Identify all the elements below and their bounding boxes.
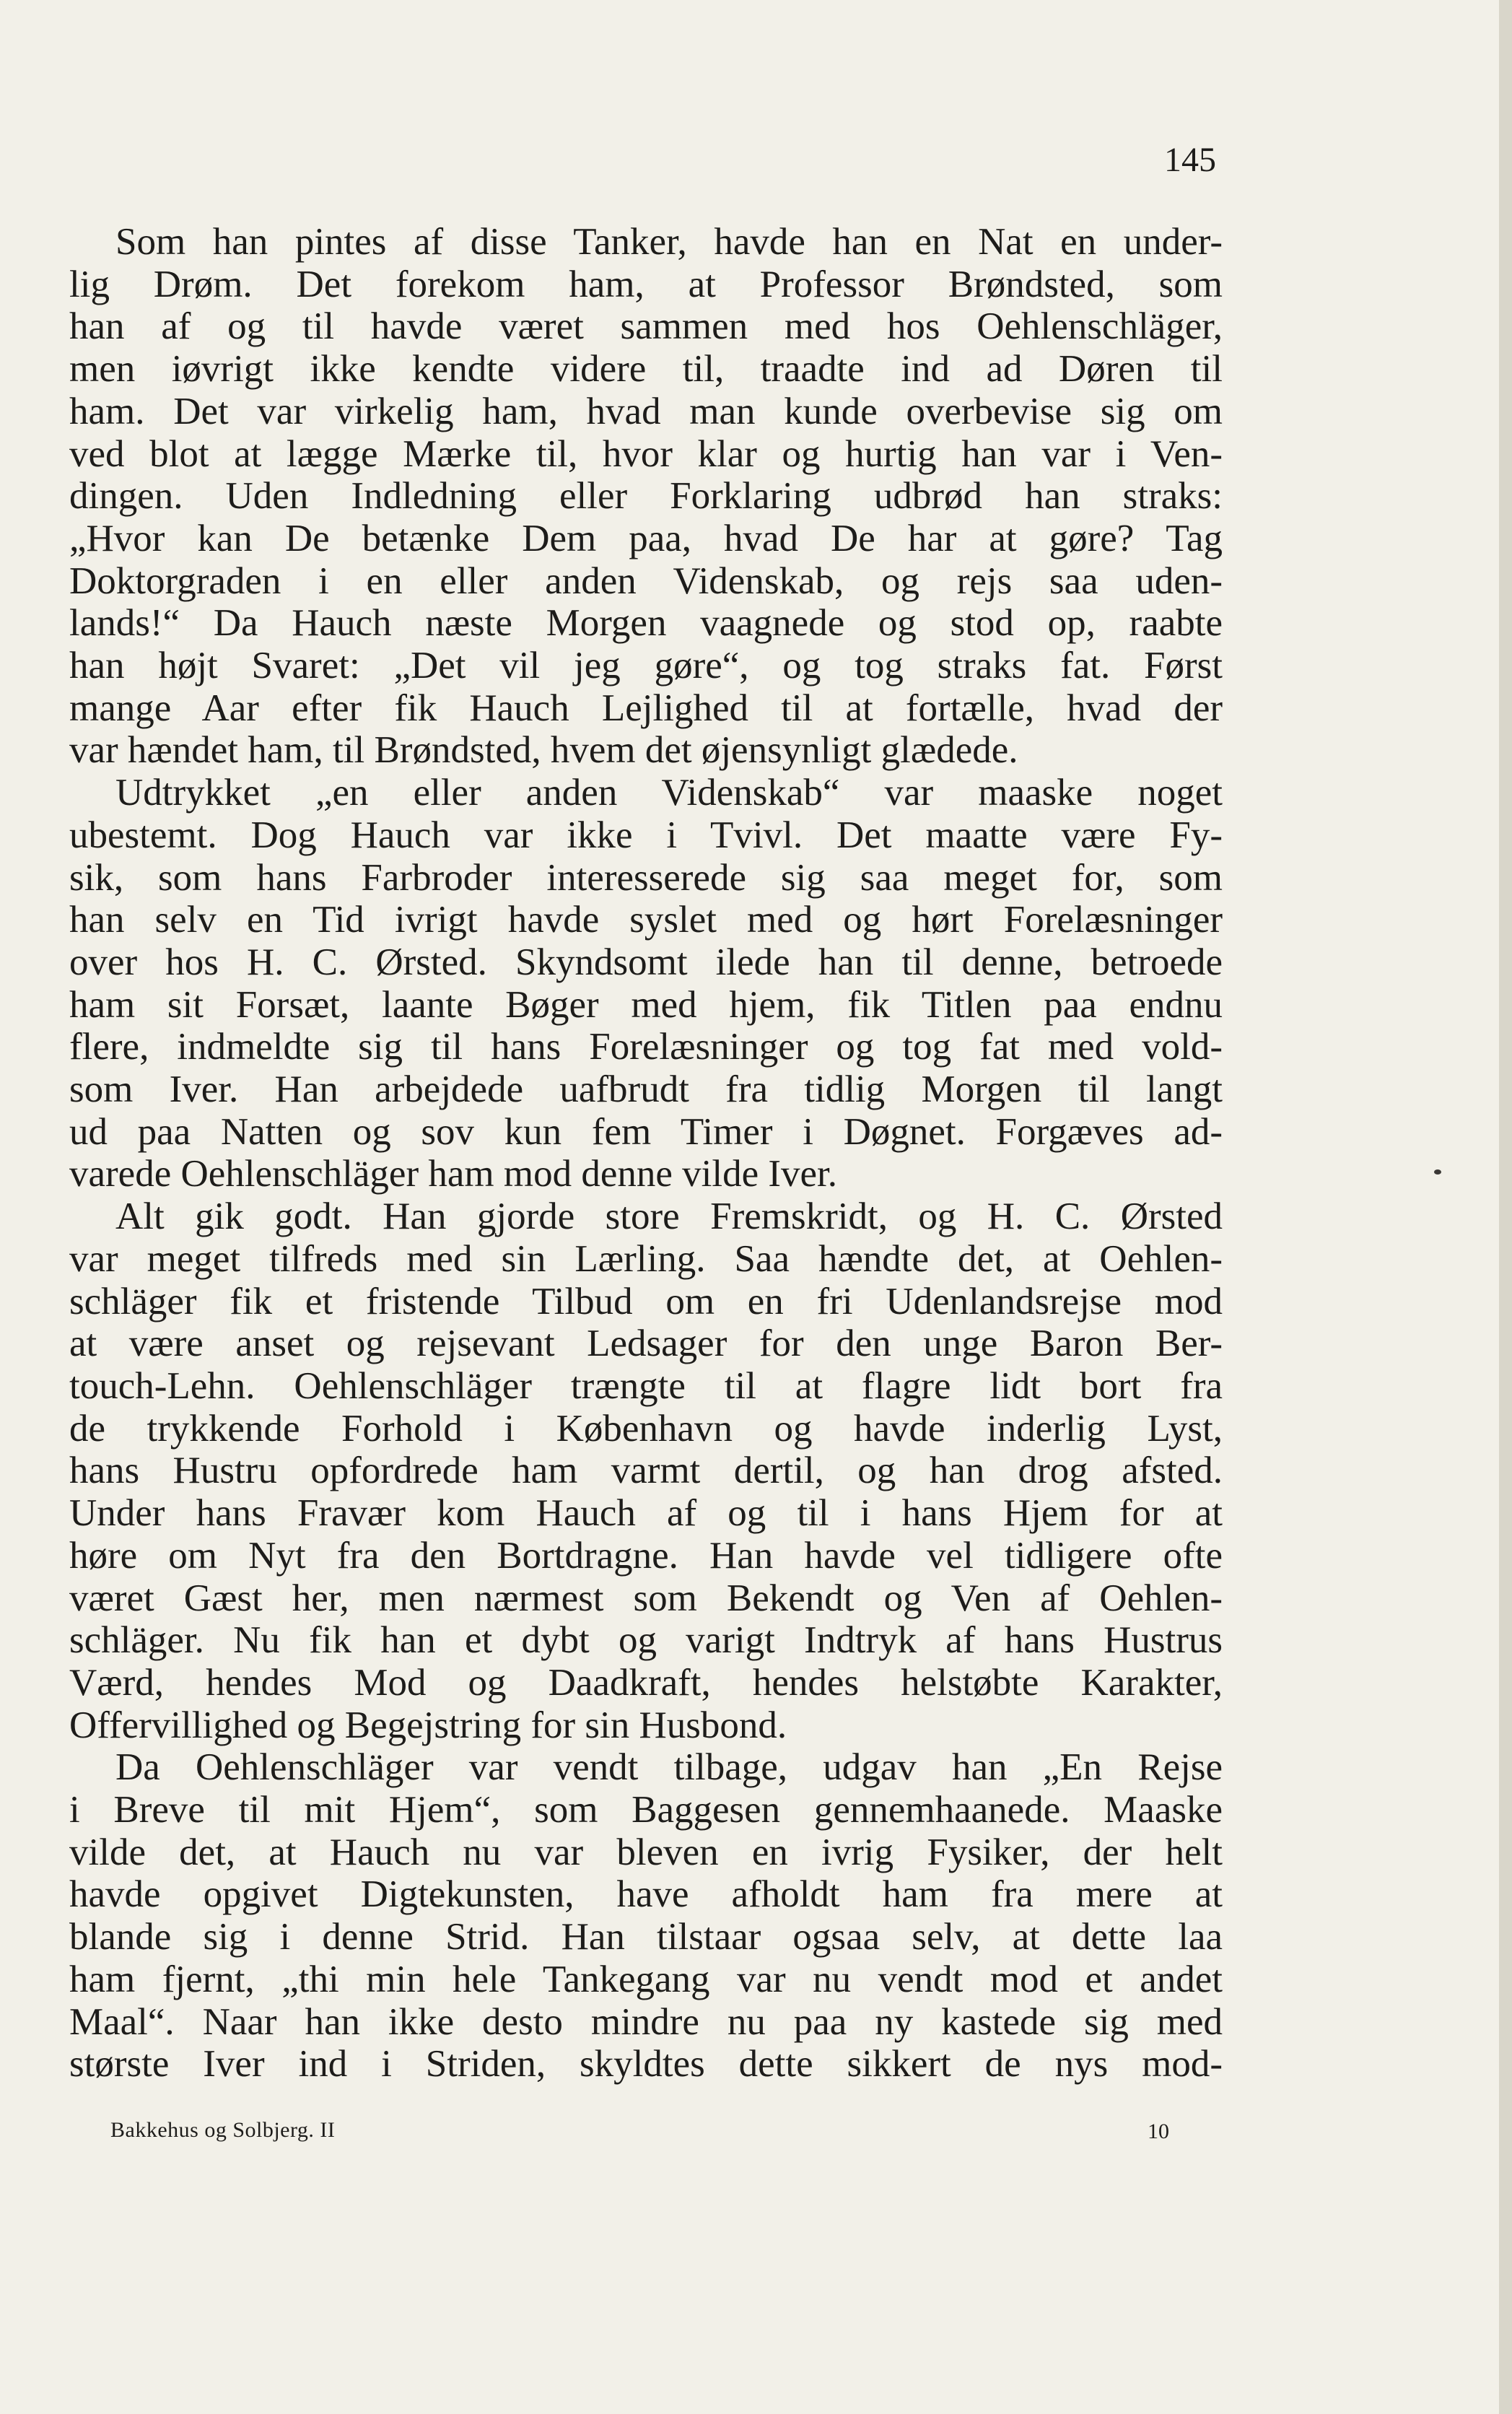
text-line: schläger fik et fristende Tilbud om en fri Udenlandsrejse mod <box>69 1280 1223 1323</box>
text-line: største Iver ind i Striden, skyldtes dette sikkert de nys mod- <box>69 2043 1223 2086</box>
text-line: han selv en Tid ivrigt havde syslet med og hørt Forelæsninger <box>69 899 1223 941</box>
text-line: været Gæst her, men nærmest som Bekendt og Ven af Oehlen- <box>69 1577 1223 1619</box>
text-line: Alt gik godt. Han gjorde store Fremskridt, og H. C. Ørsted <box>115 1195 1223 1238</box>
text-line: vilde det, at Hauch nu var bleven en ivrig Fysiker, der helt <box>69 1831 1223 1873</box>
page-number: 145 <box>1164 141 1216 179</box>
text-line: over hos H. C. Ørsted. Skyndsomt ilede han til denne, betroede <box>69 941 1223 983</box>
text-line: varede Oehlenschläger ham mod denne vilde Iver. <box>69 1153 837 1195</box>
page-edge <box>1499 0 1512 2414</box>
text-line: Maal“. Naar han ikke desto mindre nu paa ny kastede sig med <box>69 2000 1223 2043</box>
text-line: lands!“ Da Hauch næste Morgen vaagnede og stod op, raabte <box>69 602 1223 645</box>
text-line: var meget tilfreds med sin Lærling. Saa hændte det, at Oehlen- <box>69 1237 1223 1280</box>
paragraph-4 <box>69 1746 1223 2086</box>
text-line: „Hvor kan De betænke Dem paa, hvad De har at gøre? Tag <box>69 517 1223 559</box>
text-line: dingen. Uden Indledning eller Forklaring udbrød han straks: <box>69 475 1223 518</box>
paragraph-2 <box>69 772 1223 1195</box>
text-line: Da Oehlenschläger var vendt tilbage, udgav han „En Rejse <box>115 1746 1223 1789</box>
text-line: høre om Nyt fra den Bortdragne. Han havde vel tidligere ofte <box>69 1534 1223 1577</box>
text-line: Som han pintes af disse Tanker, havde han en Nat en under- <box>115 221 1223 263</box>
text-line: Under hans Fravær kom Hauch af og til i hans Hjem for at <box>69 1492 1223 1535</box>
text-line: ud paa Natten og sov kun fem Timer i Døgnet. Forgæves ad- <box>69 1110 1223 1153</box>
text-line: touch-Lehn. Oehlenschläger trængte til at flagre lidt bort fra <box>69 1364 1223 1407</box>
text-line: schläger. Nu fik han et dybt og varigt Indtryk af hans Hustrus <box>69 1619 1223 1662</box>
paragraph-1 <box>69 221 1223 772</box>
text-line: men iøvrigt ikke kendte videre til, traadte ind ad Døren til <box>69 348 1223 391</box>
text-line: han højt Svaret: „Det vil jeg gøre“, og tog straks fat. Først <box>69 645 1223 687</box>
text-line: Doktorgraden i en eller anden Videnskab, og rejs saa uden- <box>69 559 1223 602</box>
text-line: de trykkende Forhold i København og havde inderlig Lyst, <box>69 1407 1223 1450</box>
text-line: i Breve til mit Hjem“, som Baggesen gennemhaanede. Maaske <box>69 1789 1223 1831</box>
text-line: at være anset og rejsevant Ledsager for den unge Baron Ber- <box>69 1323 1223 1365</box>
text-line: som Iver. Han arbejdede uafbrudt fra tidlig Morgen til langt <box>69 1068 1223 1111</box>
text-line: han af og til havde været sammen med hos Oehlenschläger, <box>69 305 1223 348</box>
footer-signature: Bakkehus og Solbjerg. II <box>110 2118 336 2142</box>
text-line: ubestemt. Dog Hauch var ikke i Tvivl. Det maatte være Fy- <box>69 814 1223 856</box>
footer-sheet-number: 10 <box>1148 2119 1169 2143</box>
text-line: lig Drøm. Det forekom ham, at Professor Brøndsted, som <box>69 263 1223 305</box>
text-line: ham. Det var virkelig ham, hvad man kunde overbevise sig om <box>69 390 1223 432</box>
ink-speck <box>1434 1169 1441 1175</box>
paragraph-3 <box>69 1195 1223 1746</box>
text-line: hans Hustru opfordrede ham varmt dertil, og han drog afsted. <box>69 1450 1223 1492</box>
text-line: var hændet ham, til Brøndsted, hvem det øjensynligt glædede. <box>69 729 1018 772</box>
body-text <box>69 221 1223 2086</box>
text-line: blande sig i denne Strid. Han tilstaar ogsaa selv, at dette laa <box>69 1916 1223 1958</box>
text-line: mange Aar efter fik Hauch Lejlighed til at fortælle, hvad der <box>69 687 1223 729</box>
text-line: flere, indmeldte sig til hans Forelæsninger og tog fat med vold- <box>69 1026 1223 1068</box>
text-line: ham fjernt, „thi min hele Tankegang var nu vendt mod et andet <box>69 1958 1223 2000</box>
text-line: sik, som hans Farbroder interesserede sig saa meget for, som <box>69 856 1223 899</box>
text-line: Offervillighed og Begejstring for sin Husbond. <box>69 1704 787 1746</box>
text-line: Værd, hendes Mod og Daadkraft, hendes helstøbte Karakter, <box>69 1661 1223 1704</box>
text-line: havde opgivet Digtekunsten, have afholdt ham fra mere at <box>69 1873 1223 1916</box>
text-line: Udtrykket „en eller anden Videnskab“ var maaske noget <box>115 772 1223 814</box>
text-line: ved blot at lægge Mærke til, hvor klar og hurtig han var i Ven- <box>69 432 1223 475</box>
text-line: ham sit Forsæt, laante Bøger med hjem, fik Titlen paa endnu <box>69 983 1223 1026</box>
